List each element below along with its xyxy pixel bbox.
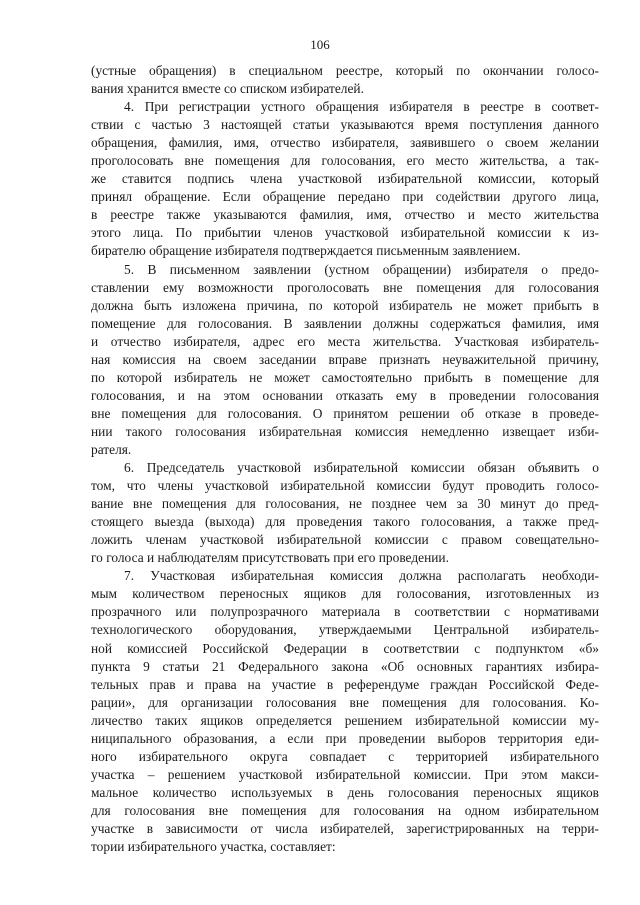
text-line: ного избирательного округа совпадает с территорией избирательного xyxy=(91,748,599,764)
text-line: 6. Председатель участковой избирательной комиссии обязан объявить о xyxy=(124,460,599,476)
text-line: должна быть изложена причина, по которой избиратель не может прибыть в xyxy=(91,297,599,313)
text-line: ниципального образования, а если при проведении выборов территория еди- xyxy=(91,730,599,746)
text-line: ной комиссией Российской Федерации в соответствии с подпунктом «б» xyxy=(91,640,599,656)
text-line: и отчество избирателя, адрес его места жительства. Участковая избиратель- xyxy=(91,333,599,349)
text-line: тельных прав и права на участие в референдуме граждан Российской Феде- xyxy=(91,676,599,692)
text-line: мальное количество используемых в день голосования переносных ящиков xyxy=(91,784,599,800)
text-line: ная комиссия на своем заседании вправе признать неуважительной причину, xyxy=(91,351,599,367)
text-line: этого лица. По прибытии членов участковой избирательной комиссии к из- xyxy=(91,225,599,241)
text-line: го голоса и наблюдателям присутствовать при его проведении. xyxy=(91,550,449,566)
text-line: вне помещения для голосования. О принятом решении об отказе в проведе- xyxy=(91,405,599,421)
text-line: рателя. xyxy=(91,441,132,457)
text-line: том, что члены участковой избирательной комиссии будут проводить голосо- xyxy=(91,478,599,494)
text-line: прозрачного или полупрозрачного материала в соответствии с нормативами xyxy=(91,604,599,620)
text-line: нии такого голосования избирательная комиссия немедленно извещает изби- xyxy=(91,423,599,439)
text-line: помещение для голосования. В заявлении должны содержаться фамилия, имя xyxy=(91,315,599,331)
text-line: 5. В письменном заявлении (устном обращении) избирателя о предо- xyxy=(124,261,599,277)
text-line: бирателю обращение избирателя подтверждается письменным заявлением. xyxy=(91,243,521,259)
body-text xyxy=(91,62,599,856)
text-line: голосования, и на этом основании отказать ему в проведении голосования xyxy=(91,387,599,403)
text-line: вания хранится вместе со списком избирателей. xyxy=(91,81,364,97)
text-line: в реестре также указываются фамилия, имя, отчество и место жительства xyxy=(91,207,599,223)
text-line: тории избирательного участка, составляет: xyxy=(91,839,336,855)
text-line: проголосовать вне помещения для голосования, его место жительства, а так- xyxy=(91,153,599,169)
text-line: (устные обращения) в специальном реестре, который по окончании голосо- xyxy=(91,63,599,78)
text-line: личество таких ящиков определяется решением избирательной комиссии му- xyxy=(91,712,599,728)
text-line: участке в зависимости от числа избирателей, зарегистрированных на терри- xyxy=(91,820,599,836)
text-line: мым количеством переносных ящиков для голосования, изготовленных из xyxy=(91,586,599,602)
text-line: по которой избиратель не может самостоятельно прибыть в помещение для xyxy=(91,369,599,385)
text-line: же ставится подпись члена участковой избирательной комиссии, который xyxy=(91,171,599,187)
text-line: для голосования вне помещения для голосования на одном избирательном xyxy=(91,802,599,818)
text-line: вание вне помещения для голосования, не позднее чем за 30 минут до пред- xyxy=(91,496,599,512)
text-line: ставлении ему возможности проголосовать вне помещения для голосования xyxy=(91,279,599,295)
text-line: 7. Участковая избирательная комиссия должна располагать необходи- xyxy=(124,568,599,584)
text-line: стоящего выезда (выхода) для проведения такого голосования, а также пред- xyxy=(91,514,599,530)
text-line: принял обращение. Если обращение передано при содействии другого лица, xyxy=(91,189,599,205)
text-line: обращения, фамилия, имя, отчество избирателя, заявившего о своем желании xyxy=(91,135,599,151)
page-number: 106 xyxy=(310,37,330,52)
text-line: ствии с частью 3 настоящей статьи указываются время поступления данного xyxy=(91,117,599,133)
text-line: 4. При регистрации устного обращения избирателя в реестре в соответ- xyxy=(124,99,599,115)
text-line: участка – решением участковой избирательной комиссии. При этом макси- xyxy=(91,766,599,782)
text-line: технологического оборудования, утверждаемыми Центральной избиратель- xyxy=(91,622,599,638)
text-line: пункта 9 статьи 21 Федерального закона «Об основных гарантиях избира- xyxy=(91,658,599,674)
text-line: рации», для организации голосования вне помещения для голосования. Ко- xyxy=(91,694,599,710)
text-line: ложить членам участковой избирательной комиссии с правом совещательно- xyxy=(91,532,599,548)
